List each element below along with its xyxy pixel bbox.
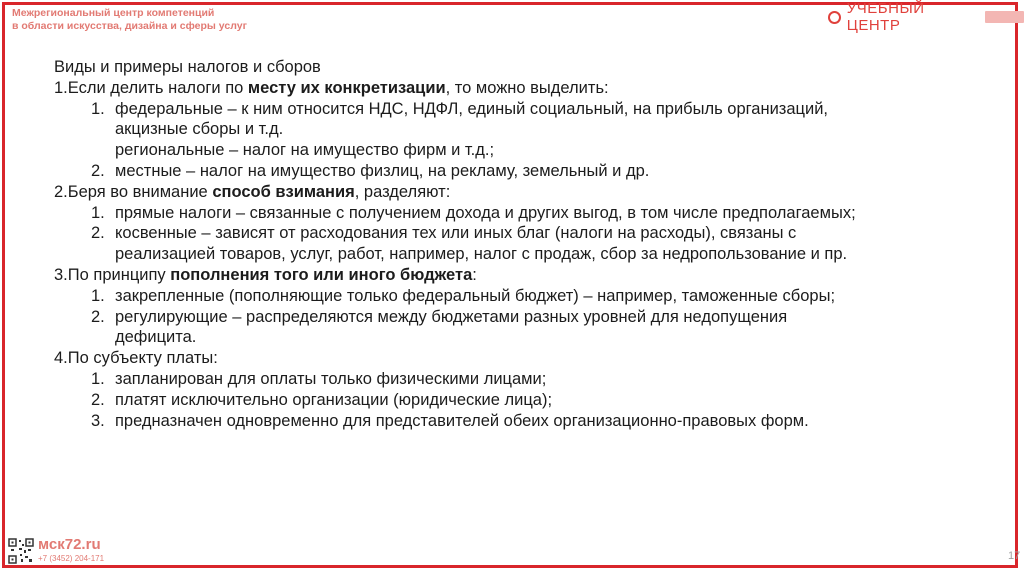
item-number: 2. [91,161,105,180]
item-number: 1. [91,286,105,305]
list-item [54,99,974,120]
section-3-post: : [472,265,477,284]
list-item-continuation: акцизные сборы и т.д. [115,120,284,139]
list-item [54,203,974,224]
section-1-pre: 1.Если делить налоги по [54,78,248,97]
item-number: 2. [91,224,105,243]
item-number: 1. [91,369,105,388]
item-text: платят исключительно организации (юридические лица); [115,390,553,409]
org-title-line1: Межрегиональный центр компетенций [12,7,215,19]
section-2-post: , разделяют: [354,182,451,201]
item-number: 1. [91,203,105,222]
item-text: местные – налог на имущество физлиц, на рекламу, земельный и др. [115,161,650,180]
logo [828,0,1024,34]
item-text: прямые налоги – связанные с получением дохода и других выгод, в том числе предполагаемых; [115,203,856,222]
section-1-bold: месту их конкретизации [247,78,446,97]
section-3-pre: 3.По принципу [54,265,171,284]
section-2-bold: способ взимания [212,182,355,201]
list-item [54,307,974,328]
list-item-continuation: реализацией товаров, услуг, работ, например, налог с продаж, сбор за недропользование и пр. [115,245,848,264]
item-text: регулирующие – распределяются между бюджетами разных уровней для недопущения [115,307,788,326]
page-number: 17 [1008,550,1021,562]
section-4-heading: 4.По субъекту платы: [54,349,218,368]
item-number: 1. [91,99,105,118]
slide-title: Виды и примеры налогов и сборов [54,58,321,76]
qr-code-icon [8,538,34,564]
item-number: 2. [91,390,105,409]
section-2-heading [54,182,974,203]
org-title [12,7,247,33]
logo-tagline-box [985,11,1024,23]
footer-site: мск72.ru [38,536,101,553]
section-1-heading [54,78,974,99]
org-title-line2: в области искусства, дизайна и сферы услуг [12,20,247,32]
item-text: предназначен одновременно для представителей обеих организационно-правовых форм. [115,411,809,430]
list-item-continuation: региональные – налог на имущество фирм и т.д.; [115,141,495,160]
section-2-pre: 2.Беря во внимание [54,182,213,201]
section-3-heading [54,265,974,286]
list-item [54,369,974,390]
list-item [54,286,974,307]
section-1-post: , то можно выделить: [445,78,609,97]
item-text: закрепленные (пополняющие только федеральный бюджет) – например, таможенные сборы; [115,286,836,305]
list-item [54,411,974,432]
item-text: косвенные – зависят от расходования тех или иных благ (налоги на расходы), связаны с [115,224,797,243]
list-item [54,390,974,411]
logo-text: УЧЕБНЫЙ ЦЕНТР [846,0,925,34]
slide-content [54,57,974,431]
item-number: 3. [91,411,105,430]
footer-phone: +7 (3452) 204-171 [38,554,105,563]
item-text: федеральные – к ним относится НДС, НДФЛ, единый социальный, на прибыль организаций, [115,99,828,118]
section-3-bold: пополнения того или иного бюджета [170,265,473,284]
list-item [54,161,974,182]
item-text: запланирован для оплаты только физическими лицами; [115,369,547,388]
list-item [54,223,974,244]
item-number: 2. [91,307,105,326]
logo-ring-icon [828,11,841,24]
list-item-continuation: дефицита. [115,328,197,347]
